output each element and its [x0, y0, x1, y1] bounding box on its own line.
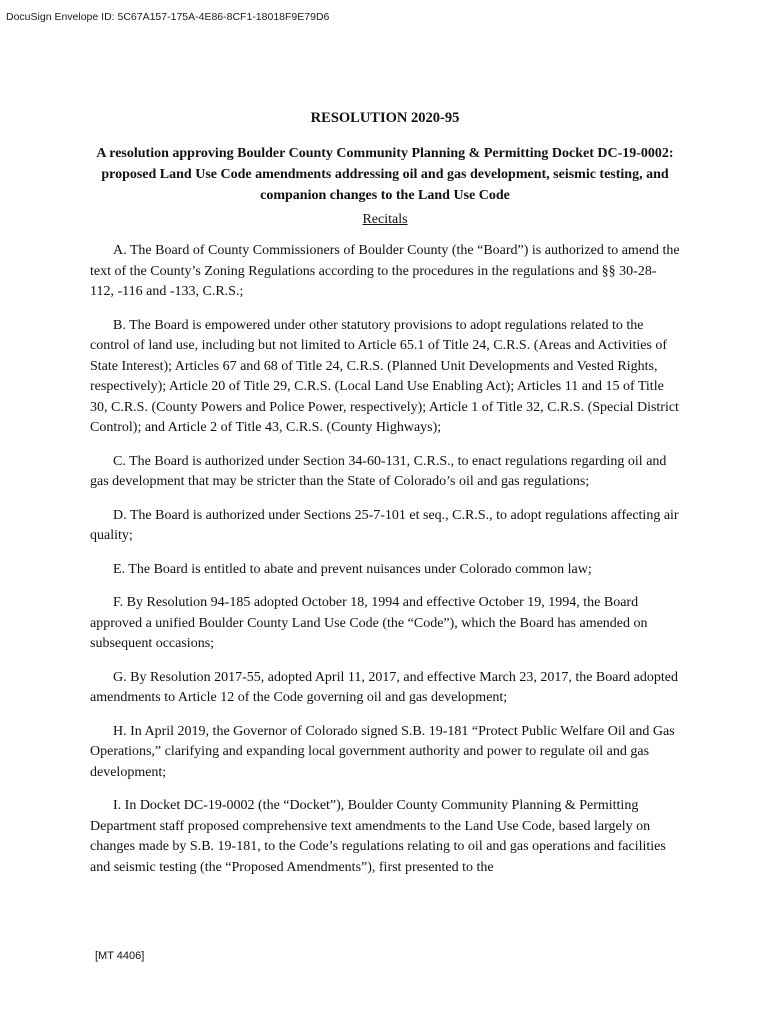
recitals-heading: Recitals — [362, 212, 408, 227]
recital-d: D. The Board is authorized under Sections 25-7-101 et seq., C.R.S., to adopt regulations affecting air quality; — [90, 507, 679, 543]
document-page — [90, 110, 680, 891]
recital-g: G. By Resolution 2017-55, adopted April 11, 2017, and effective March 23, 2017, the Board adopted amendments to Article 12 of the Code governing oil and gas development; — [90, 669, 678, 705]
recital-b: B. The Board is empowered under other statutory provisions to adopt regulations related to the control of land use, including but not limited to Article 65.1 of Title 24, C.R.S. (Areas and Activities of State Interest); Articles 67 and 68 of Title 24, C.R.S. (Planned Unit Developments and Vested Rights, respectively); Article 20 of Title 29, C.R.S. (Local Land Use Enabling Act); Articles 11 and 15 of Title 30, C.R.S. (County Powers and Police Power, respectively); Article 1 of Title 32, C.R.S. (Special District Control); and Article 2 of Title 43, C.R.S. (County Highways); — [90, 317, 679, 435]
recital-h: H. In April 2019, the Governor of Colorado signed S.B. 19-181 “Protect Public Welfare Oil and Gas Operations,” clarifying and expanding local government authority and power to regulate oil and gas development; — [90, 723, 675, 780]
resolution-title: RESOLUTION 2020-95 — [310, 110, 460, 126]
recital-i: I. In Docket DC-19-0002 (the “Docket”), Boulder County Community Planning & Permitting Department staff proposed comprehensive text amendments to the Land Use Code, based largely on changes made by S.B. 19-181, to the Code’s regulations relating to oil and gas operations and facilities and seismic testing (the “Proposed Amendments”), first presented to the — [90, 798, 666, 875]
resolution-subtitle: A resolution approving Boulder County Community Planning & Permitting Docket DC-19-0002: proposed Land Use Code amendments addressing oil and gas development, seismic testing, and companion changes to the Land Use Code — [96, 146, 674, 203]
recital-a: A. The Board of County Commissioners of Boulder County (the “Board”) is authorized to amend the text of the County’s Zoning Regulations according to the procedures in the regulations and §§ 30-28-112, -116 and -133, C.R.S.; — [90, 243, 680, 299]
recital-c: C. The Board is authorized under Section 34-60-131, C.R.S., to enact regulations regarding oil and gas development that may be stricter than the State of Colorado’s oil and gas regulations; — [90, 453, 667, 489]
recital-f: F. By Resolution 94-185 adopted October 18, 1994 and effective October 19, 1994, the Board approved a unified Boulder County Land Use Code (the “Code”), which the Board has amended on subsequent occasions; — [90, 595, 648, 651]
footer-code: [MT 4406] — [95, 950, 145, 962]
recital-e: E. The Board is entitled to abate and prevent nuisances under Colorado common law; — [113, 561, 592, 577]
docusign-envelope-id: DocuSign Envelope ID: 5C67A157-175A-4E86-8CF1-18018F9E79D6 — [6, 11, 330, 23]
